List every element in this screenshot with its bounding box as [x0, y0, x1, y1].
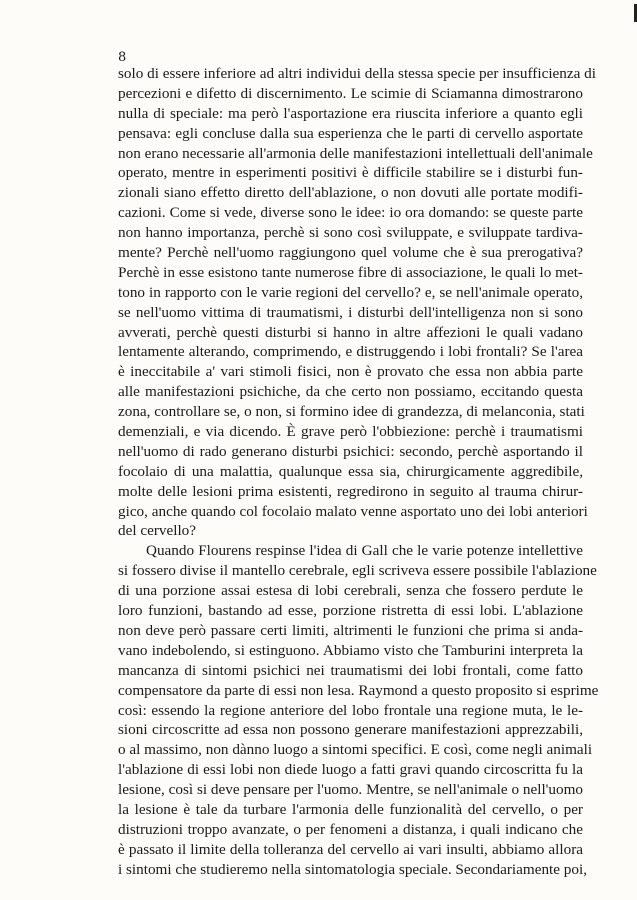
text-line: i sintomi che studieremo nella sintomatologia speciale. Secondariamente poi,	[118, 860, 587, 878]
text-line: alle manifestazioni psichiche, da che certo non possiamo, eccitando questa	[118, 383, 583, 401]
text-line: Quando Flourens respinse l'idea di Gall che le varie potenze intellettive	[146, 542, 583, 560]
text-line: zona, controllare se, o non, si formino idee di grandezza, di melanconia, stati	[118, 403, 585, 421]
text-line: nell'uomo di rado generano disturbi psichici: secondo, perchè asportando il	[118, 442, 583, 460]
text-line: non erano necessarie all'armonia delle manifestazioni intellettuali dell'animale	[118, 144, 593, 162]
text-line: tono in rapporto con le varie regioni del cervello? e, se nell'animale operato,	[118, 283, 583, 301]
text-line: è passato il limite della tolleranza del cervello ai vari insulti, abbiamo allora	[118, 840, 583, 858]
text-line: compensatore da parte di essi non lesa. Raymond a questo proposito si esprime	[118, 681, 599, 699]
text-line: pensava: egli concluse dalla sua esperienza che le parti di cervello asportate	[118, 124, 583, 142]
text-line: cazioni. Come si vede, diverse sono le idee: io ora domando: se queste parte	[118, 204, 583, 222]
text-line: è ineccitabile a' vari stimoli fisici, non è provato che essa non abbia parte	[118, 363, 583, 381]
text-line: avverati, perchè questi disturbi si hanno in altre affezioni le quali vadano	[118, 323, 583, 341]
text-line: sioni circoscritte ad essa non possono generare manifestazioni apprezzabili,	[118, 721, 583, 739]
text-line: nulla di speciale: ma però l'asportazione era riuscita inferiore a quanto egli	[118, 104, 583, 122]
text-line: non hanno importanza, perchè si sono così sviluppate, e sviluppate tardiva-	[118, 224, 583, 242]
text-line: del cervello?	[118, 522, 196, 540]
text-line: vano indebolendo, si estinguono. Abbiamo visto che Tamburini interpreta la	[118, 641, 583, 659]
text-line: la lesione è tale da turbare l'armonia delle funzionalità del cervello, o per	[118, 800, 583, 818]
text-line: si fossero divise il mantello cerebrale, egli scriveva essere possibile l'ablazione	[118, 562, 597, 580]
page-number: 8	[118, 50, 127, 65]
text-line: Perchè in esse esistono tante numerose fibre di associazione, le quali lo met-	[118, 263, 583, 281]
text-line: distruzioni troppo avanzate, o per fenomeni a distanza, i quali indicano che	[118, 820, 583, 838]
text-line: di una porzione assai estesa di lobi cerebrali, senza che fossero perdute le	[118, 582, 583, 600]
text-line: o al massimo, non dànno luogo a sintomi specifici. E così, come negli animali	[118, 741, 593, 759]
text-line: loro funzioni, bastando ad esse, porzione ristretta di essi lobi. L'ablazione	[118, 602, 583, 620]
text-line: focolaio di una malattia, qualunque essa sia, chirurgicamente aggredibile,	[118, 462, 583, 480]
text-line: l'ablazione di essi lobi non diede luogo a fatti gravi quando circoscritta fu la	[118, 761, 583, 779]
text-line: solo di essere inferiore ad altri individui della stessa specie per insufficienza di	[118, 65, 596, 82]
text-line: lesione, così si deve pensare per l'uomo. Mentre, se nell'animale o nell'uomo	[118, 781, 583, 799]
text-line: demenziali, e via dicendo. È grave però l'obbiezione: perchè i traumatismi	[118, 423, 583, 441]
body-text	[118, 64, 599, 880]
text-line: mancanza di sintomi psichici nei traumatismi dei lobi frontali, come fatto	[118, 661, 583, 679]
text-line: gico, anche quando col focolaio malato venne asportato uno dei lobi anteriori	[118, 502, 588, 520]
text-line: zionali siano effetto diretto dell'ablazione, o non dovuti alle portate modifi-	[118, 184, 583, 202]
text-line: percezioni e difetto di discernimento. Le scimie di Sciamanna dimostrarono	[118, 84, 583, 102]
text-line: così: essendo la regione anteriore del lobo frontale una regione muta, le le-	[118, 701, 583, 719]
text-line: mente? Perchè nell'uomo raggiungono quel volume che è sua prerogativa?	[118, 244, 583, 262]
text-line: molte delle lesioni prima esistenti, regredirono in seguito al trauma chirur-	[118, 482, 583, 500]
text-line: operato, mentre in esperimenti positivi è difficile stabilire se i disturbi fun-	[118, 164, 583, 182]
text-line: non deve però passare certi limiti, altrimenti le funzioni che prima si anda-	[118, 621, 583, 639]
text-line: lentamente alterando, comprimendo, e distruggendo i lobi frontali? Se l'area	[118, 343, 583, 361]
text-line: se nell'uomo vittima di traumatismi, i disturbi dell'intelligenza non si sono	[118, 303, 583, 321]
